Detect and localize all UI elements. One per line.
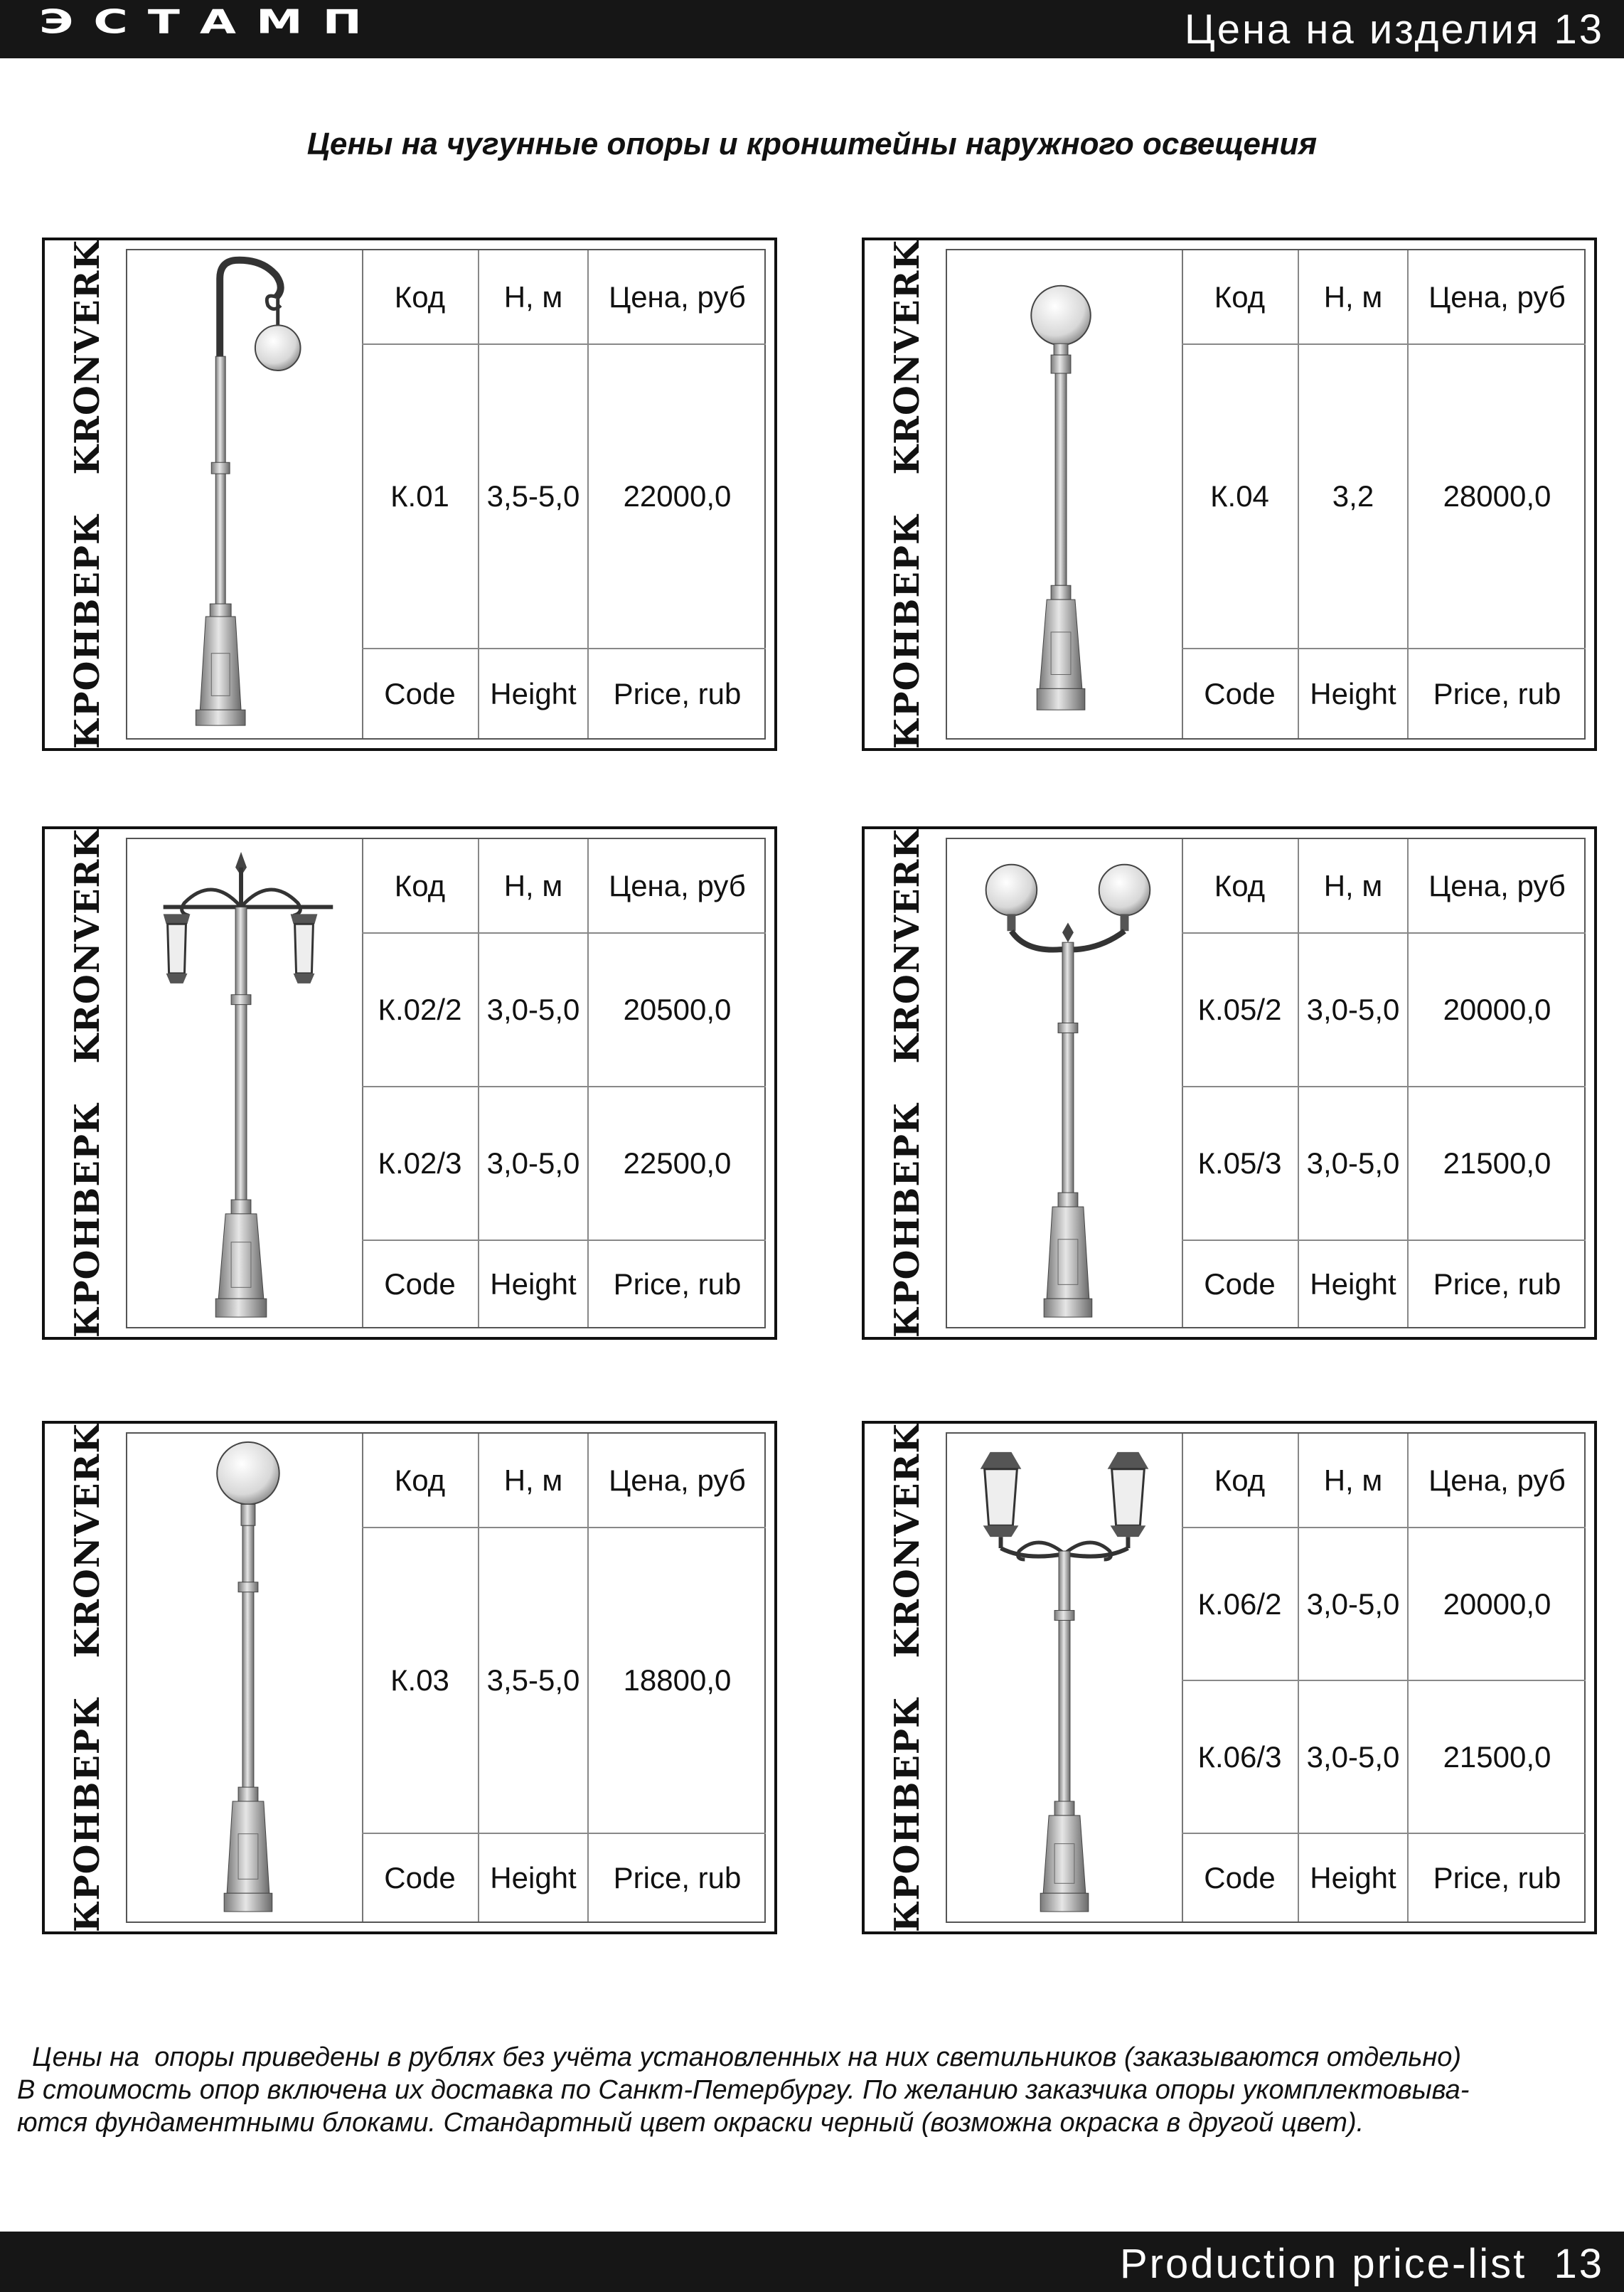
cell-height: 3,0-5,0 <box>1298 1528 1408 1680</box>
product-card-k02 <box>42 826 777 1340</box>
footer-title: Production price-list 13 <box>1119 2241 1604 2287</box>
cell-code: К.05/2 <box>1182 933 1298 1087</box>
cell-code: К.01 <box>362 344 479 649</box>
lamp-post-illustration <box>947 1434 1183 1921</box>
footer-height: Height <box>1298 1833 1408 1921</box>
footer-price: Price, rub <box>588 1240 766 1327</box>
cell-price: 21500,0 <box>1408 1680 1586 1833</box>
footer-price: Price, rub <box>1408 649 1586 738</box>
brand-label: КРОНВЕРК KRONVERK <box>68 828 107 1338</box>
price-table <box>1182 839 1586 1327</box>
cell-height: 3,0-5,0 <box>1298 1087 1408 1240</box>
lamp-post-illustration <box>127 839 363 1327</box>
footer-code: Code <box>1182 1833 1298 1921</box>
header-height: Н, м <box>1298 839 1408 933</box>
price-table <box>362 1434 766 1921</box>
header-height: Н, м <box>479 839 588 933</box>
footer-code: Code <box>1182 649 1298 738</box>
lamp-post-illustration <box>947 250 1183 738</box>
cell-height: 3,0-5,0 <box>1298 933 1408 1087</box>
cell-code: К.06/3 <box>1182 1680 1298 1833</box>
footer-height: Height <box>479 649 588 738</box>
lamp-post-illustration <box>127 1434 363 1921</box>
note-line: В стоимость опор включена их доставка по Санкт-Петербургу. По желанию заказчика опоры укомплектовыва- <box>17 2075 1470 2105</box>
footer-bar <box>0 2232 1624 2292</box>
cell-price: 28000,0 <box>1408 344 1586 649</box>
product-card-k06 <box>862 1421 1597 1934</box>
header-price: Цена, руб <box>1408 839 1586 933</box>
header-title: Цена на изделия 13 <box>1184 6 1604 53</box>
footer-price: Price, rub <box>1408 1240 1586 1327</box>
cell-price: 22500,0 <box>588 1087 766 1240</box>
price-table <box>362 250 766 738</box>
brand-label: КРОНВЕРК KRONVERK <box>68 1422 107 1933</box>
footer-code: Code <box>1182 1240 1298 1327</box>
cell-code: К.06/2 <box>1182 1528 1298 1680</box>
cell-code: К.03 <box>362 1528 479 1833</box>
product-card-k05 <box>862 826 1597 1340</box>
cell-price: 21500,0 <box>1408 1087 1586 1240</box>
cell-price: 20000,0 <box>1408 933 1586 1087</box>
page-subtitle: Цены на чугунные опоры и кронштейны наружного освещения <box>306 127 1318 161</box>
header-code: Код <box>362 1434 479 1528</box>
cell-height: 3,5-5,0 <box>479 344 588 649</box>
footer-code: Code <box>362 649 479 738</box>
price-table <box>1182 250 1586 738</box>
cell-height: 3,0-5,0 <box>479 933 588 1087</box>
brand-label: КРОНВЕРК KRONVERK <box>887 1422 927 1933</box>
footer-price: Price, rub <box>588 1833 766 1921</box>
cell-code: К.02/3 <box>362 1087 479 1240</box>
cell-code: К.04 <box>1182 344 1298 649</box>
brand-label: КРОНВЕРК KRONVERK <box>887 239 927 750</box>
header-code: Код <box>362 250 479 344</box>
cell-price: 20500,0 <box>588 933 766 1087</box>
header-code: Код <box>362 839 479 933</box>
footer-height: Height <box>479 1240 588 1327</box>
header-bar <box>0 0 1624 58</box>
header-height: Н, м <box>479 250 588 344</box>
cell-price: 20000,0 <box>1408 1528 1586 1680</box>
header-height: Н, м <box>479 1434 588 1528</box>
logo: ЭСТАМП <box>39 3 382 41</box>
brand-label: КРОНВЕРК KRONVERK <box>68 239 107 750</box>
cell-code: К.02/2 <box>362 933 479 1087</box>
footer-height: Height <box>1298 649 1408 738</box>
header-height: Н, м <box>1298 250 1408 344</box>
footer-code: Code <box>362 1833 479 1921</box>
cell-height: 3,5-5,0 <box>479 1528 588 1833</box>
cell-height: 3,0-5,0 <box>1298 1680 1408 1833</box>
header-height: Н, м <box>1298 1434 1408 1528</box>
header-price: Цена, руб <box>1408 250 1586 344</box>
header-price: Цена, руб <box>1408 1434 1586 1528</box>
header-price: Цена, руб <box>588 1434 766 1528</box>
cell-price: 18800,0 <box>588 1528 766 1833</box>
price-table <box>362 839 766 1327</box>
note-line: ются фундаментными блоками. Стандартный цвет окраски черный (возможна окраска в другой цвет). <box>17 2108 1364 2138</box>
price-note <box>17 2041 1610 2139</box>
brand-label: КРОНВЕРК KRONVERK <box>887 828 927 1338</box>
product-card-k04 <box>862 238 1597 751</box>
cell-price: 22000,0 <box>588 344 766 649</box>
header-code: Код <box>1182 839 1298 933</box>
product-card-k01 <box>42 238 777 751</box>
header-code: Код <box>1182 1434 1298 1528</box>
cell-code: К.05/3 <box>1182 1087 1298 1240</box>
header-price: Цена, руб <box>588 839 766 933</box>
price-table <box>1182 1434 1586 1921</box>
footer-price: Price, rub <box>588 649 766 738</box>
product-card-k03 <box>42 1421 777 1934</box>
footer-height: Height <box>1298 1240 1408 1327</box>
cell-height: 3,0-5,0 <box>479 1087 588 1240</box>
footer-height: Height <box>479 1833 588 1921</box>
footer-price: Price, rub <box>1408 1833 1586 1921</box>
cell-height: 3,2 <box>1298 344 1408 649</box>
note-line: Цены на опоры приведены в рублях без учёта установленных на них светильников (заказываются отдельно) <box>17 2042 1462 2072</box>
header-price: Цена, руб <box>588 250 766 344</box>
lamp-post-illustration <box>127 250 363 738</box>
footer-code: Code <box>362 1240 479 1327</box>
header-code: Код <box>1182 250 1298 344</box>
lamp-post-illustration <box>947 839 1183 1327</box>
